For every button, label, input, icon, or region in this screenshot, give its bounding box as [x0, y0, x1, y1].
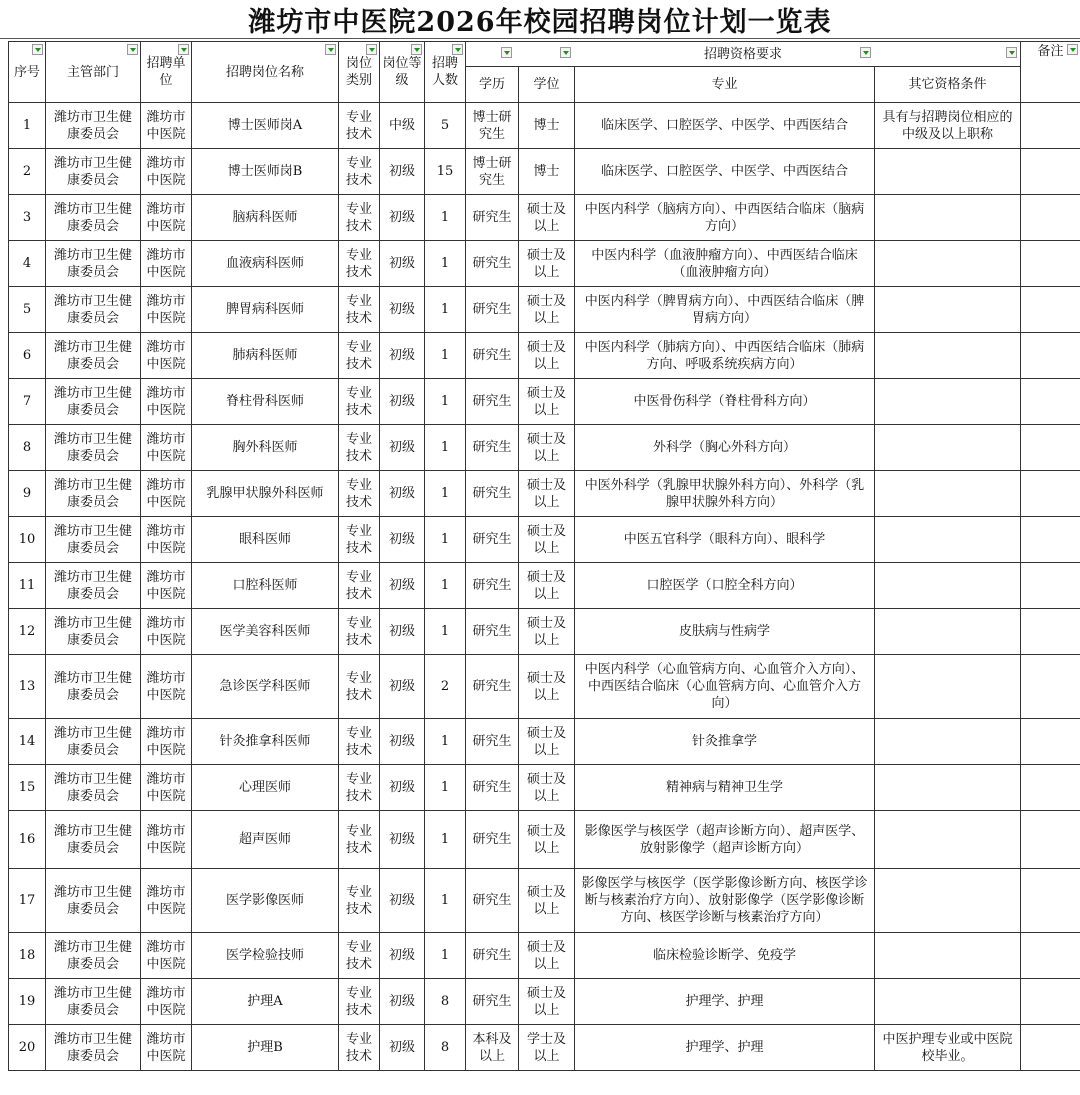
cell-unit: 潍坊市中医院: [141, 379, 192, 425]
cell-education: 研究生: [466, 979, 519, 1025]
cell-department: 潍坊市卫生健康委员会: [46, 103, 141, 149]
cell-education: 研究生: [466, 287, 519, 333]
cell-education: 研究生: [466, 425, 519, 471]
cell-index: 14: [9, 719, 46, 765]
table-row: [9, 471, 1080, 517]
cell-count: 1: [425, 765, 466, 811]
cell-degree: 硕士及以上: [519, 933, 575, 979]
cell-remarks: [1021, 103, 1080, 149]
cell-level: 初级: [380, 869, 425, 933]
cell-unit: 潍坊市中医院: [141, 333, 192, 379]
cell-index: 7: [9, 379, 46, 425]
cell-level: 初级: [380, 811, 425, 869]
cell-department: 潍坊市卫生健康委员会: [46, 655, 141, 719]
cell-category: 专业技术: [339, 765, 380, 811]
cell-count: 15: [425, 149, 466, 195]
filter-dropdown-icon[interactable]: [366, 44, 377, 55]
table-row: [9, 149, 1080, 195]
cell-category: 专业技术: [339, 1025, 380, 1071]
cell-other: [875, 811, 1021, 869]
col-header-other: 其它资格条件: [875, 67, 1021, 103]
cell-major: 皮肤病与性病学: [575, 609, 875, 655]
recruitment-table: [8, 41, 1080, 1071]
cell-position: 急诊医学科医师: [192, 655, 339, 719]
cell-count: 5: [425, 103, 466, 149]
cell-category: 专业技术: [339, 149, 380, 195]
cell-department: 潍坊市卫生健康委员会: [46, 979, 141, 1025]
cell-other: [875, 471, 1021, 517]
cell-major: 中医内科学（血液肿瘤方向）、中西医结合临床（血液肿瘤方向）: [575, 241, 875, 287]
cell-education: 研究生: [466, 379, 519, 425]
col-header-level[interactable]: 岗位等级: [380, 42, 425, 103]
cell-index: 10: [9, 517, 46, 563]
cell-unit: 潍坊市中医院: [141, 811, 192, 869]
cell-degree: 硕士及以上: [519, 609, 575, 655]
cell-level: 初级: [380, 149, 425, 195]
cell-unit: 潍坊市中医院: [141, 287, 192, 333]
cell-education: 研究生: [466, 195, 519, 241]
cell-major: 中医内科学（脑病方向）、中西医结合临床（脑病方向）: [575, 195, 875, 241]
cell-department: 潍坊市卫生健康委员会: [46, 563, 141, 609]
col-header-education: 学历: [466, 67, 519, 103]
cell-department: 潍坊市卫生健康委员会: [46, 195, 141, 241]
cell-remarks: [1021, 563, 1080, 609]
cell-count: 1: [425, 333, 466, 379]
cell-count: 1: [425, 241, 466, 287]
col-header-count[interactable]: 招聘人数: [425, 42, 466, 103]
cell-count: 1: [425, 195, 466, 241]
cell-category: 专业技术: [339, 241, 380, 287]
cell-count: 1: [425, 933, 466, 979]
cell-degree: 硕士及以上: [519, 811, 575, 869]
cell-unit: 潍坊市中医院: [141, 1025, 192, 1071]
cell-degree: 硕士及以上: [519, 979, 575, 1025]
cell-category: 专业技术: [339, 979, 380, 1025]
cell-position: 护理A: [192, 979, 339, 1025]
cell-other: [875, 517, 1021, 563]
cell-index: 4: [9, 241, 46, 287]
filter-dropdown-icon[interactable]: [325, 44, 336, 55]
table-row: [9, 609, 1080, 655]
cell-degree: 硕士及以上: [519, 379, 575, 425]
cell-degree: 硕士及以上: [519, 471, 575, 517]
cell-education: 研究生: [466, 563, 519, 609]
cell-major: 中医五官科学（眼科方向）、眼科学: [575, 517, 875, 563]
cell-unit: 潍坊市中医院: [141, 425, 192, 471]
cell-position: 心理医师: [192, 765, 339, 811]
cell-other: [875, 719, 1021, 765]
cell-unit: 潍坊市中医院: [141, 979, 192, 1025]
cell-remarks: [1021, 933, 1080, 979]
cell-major: 针灸推拿学: [575, 719, 875, 765]
cell-department: 潍坊市卫生健康委员会: [46, 287, 141, 333]
col-header-position[interactable]: 招聘岗位名称: [192, 42, 339, 103]
cell-unit: 潍坊市中医院: [141, 609, 192, 655]
cell-level: 初级: [380, 379, 425, 425]
cell-unit: 潍坊市中医院: [141, 149, 192, 195]
cell-unit: 潍坊市中医院: [141, 471, 192, 517]
cell-remarks: [1021, 379, 1080, 425]
cell-level: 初级: [380, 517, 425, 563]
table-row: [9, 195, 1080, 241]
cell-position: 护理B: [192, 1025, 339, 1071]
cell-other: [875, 563, 1021, 609]
cell-category: 专业技术: [339, 933, 380, 979]
cell-index: 12: [9, 609, 46, 655]
cell-department: 潍坊市卫生健康委员会: [46, 811, 141, 869]
cell-education: 研究生: [466, 471, 519, 517]
cell-index: 19: [9, 979, 46, 1025]
cell-major: 临床检验诊断学、免疫学: [575, 933, 875, 979]
cell-index: 2: [9, 149, 46, 195]
cell-education: 研究生: [466, 609, 519, 655]
cell-remarks: [1021, 287, 1080, 333]
cell-category: 专业技术: [339, 517, 380, 563]
col-header-category[interactable]: 岗位类别: [339, 42, 380, 103]
cell-education: 研究生: [466, 719, 519, 765]
cell-degree: 硕士及以上: [519, 563, 575, 609]
filter-dropdown-icon[interactable]: [178, 44, 189, 55]
cell-department: 潍坊市卫生健康委员会: [46, 149, 141, 195]
cell-remarks: [1021, 979, 1080, 1025]
cell-index: 15: [9, 765, 46, 811]
table-row: [9, 563, 1080, 609]
cell-department: 潍坊市卫生健康委员会: [46, 241, 141, 287]
cell-degree: 硕士及以上: [519, 333, 575, 379]
cell-unit: 潍坊市中医院: [141, 869, 192, 933]
cell-position: 博士医师岗B: [192, 149, 339, 195]
table-row: [9, 719, 1080, 765]
cell-count: 1: [425, 471, 466, 517]
table-body: [9, 103, 1080, 1071]
cell-major: 中医骨伤科学（脊柱骨科方向）: [575, 379, 875, 425]
cell-level: 初级: [380, 933, 425, 979]
cell-department: 潍坊市卫生健康委员会: [46, 933, 141, 979]
cell-level: 中级: [380, 103, 425, 149]
cell-count: 8: [425, 979, 466, 1025]
cell-education: 博士研究生: [466, 149, 519, 195]
cell-index: 6: [9, 333, 46, 379]
title-bar: [0, 0, 1080, 39]
cell-remarks: [1021, 517, 1080, 563]
table-row: [9, 379, 1080, 425]
cell-category: 专业技术: [339, 379, 380, 425]
filter-dropdown-icon[interactable]: [452, 44, 463, 55]
cell-level: 初级: [380, 195, 425, 241]
cell-level: 初级: [380, 609, 425, 655]
cell-education: 研究生: [466, 811, 519, 869]
cell-remarks: [1021, 655, 1080, 719]
cell-other: [875, 765, 1021, 811]
filter-dropdown-icon[interactable]: [1006, 47, 1017, 58]
cell-index: 13: [9, 655, 46, 719]
cell-major: 临床医学、口腔医学、中医学、中西医结合: [575, 103, 875, 149]
cell-level: 初级: [380, 471, 425, 517]
cell-education: 研究生: [466, 765, 519, 811]
cell-department: 潍坊市卫生健康委员会: [46, 719, 141, 765]
cell-unit: 潍坊市中医院: [141, 933, 192, 979]
col-header-remarks[interactable]: 备注: [1021, 42, 1080, 103]
cell-position: 医学检验技师: [192, 933, 339, 979]
cell-department: 潍坊市卫生健康委员会: [46, 1025, 141, 1071]
cell-major: 精神病与精神卫生学: [575, 765, 875, 811]
cell-degree: 硕士及以上: [519, 765, 575, 811]
cell-category: 专业技术: [339, 287, 380, 333]
cell-department: 潍坊市卫生健康委员会: [46, 471, 141, 517]
cell-position: 医学美容科医师: [192, 609, 339, 655]
cell-position: 脊柱骨科医师: [192, 379, 339, 425]
cell-index: 1: [9, 103, 46, 149]
cell-level: 初级: [380, 765, 425, 811]
cell-unit: 潍坊市中医院: [141, 241, 192, 287]
cell-department: 潍坊市卫生健康委员会: [46, 379, 141, 425]
cell-degree: 博士: [519, 103, 575, 149]
cell-education: 研究生: [466, 241, 519, 287]
cell-position: 医学影像医师: [192, 869, 339, 933]
cell-category: 专业技术: [339, 195, 380, 241]
cell-category: 专业技术: [339, 869, 380, 933]
cell-remarks: [1021, 811, 1080, 869]
cell-position: 乳腺甲状腺外科医师: [192, 471, 339, 517]
cell-department: 潍坊市卫生健康委员会: [46, 869, 141, 933]
cell-education: 本科及以上: [466, 1025, 519, 1071]
cell-other: [875, 425, 1021, 471]
cell-department: 潍坊市卫生健康委员会: [46, 517, 141, 563]
cell-remarks: [1021, 609, 1080, 655]
cell-degree: 硕士及以上: [519, 719, 575, 765]
cell-major: 护理学、护理: [575, 1025, 875, 1071]
cell-count: 1: [425, 379, 466, 425]
cell-degree: 硕士及以上: [519, 517, 575, 563]
cell-remarks: [1021, 765, 1080, 811]
cell-major: 中医内科学（肺病方向）、中西医结合临床（肺病方向、呼吸系统疾病方向）: [575, 333, 875, 379]
table-row: [9, 869, 1080, 933]
cell-other: [875, 149, 1021, 195]
cell-category: 专业技术: [339, 719, 380, 765]
cell-remarks: [1021, 149, 1080, 195]
cell-count: 1: [425, 869, 466, 933]
filter-dropdown-icon[interactable]: [127, 44, 138, 55]
cell-degree: 学士及以上: [519, 1025, 575, 1071]
cell-other: [875, 241, 1021, 287]
table-row: [9, 811, 1080, 869]
cell-index: 17: [9, 869, 46, 933]
table-row: [9, 287, 1080, 333]
cell-level: 初级: [380, 655, 425, 719]
table-row: [9, 979, 1080, 1025]
cell-category: 专业技术: [339, 425, 380, 471]
cell-education: 研究生: [466, 933, 519, 979]
cell-category: 专业技术: [339, 103, 380, 149]
cell-other: 中医护理专业或中医院校毕业。: [875, 1025, 1021, 1071]
cell-index: 8: [9, 425, 46, 471]
cell-position: 眼科医师: [192, 517, 339, 563]
cell-remarks: [1021, 425, 1080, 471]
table-row: [9, 103, 1080, 149]
cell-other: [875, 195, 1021, 241]
filter-dropdown-icon[interactable]: [501, 47, 512, 58]
cell-education: 研究生: [466, 869, 519, 933]
filter-dropdown-icon[interactable]: [411, 44, 422, 55]
cell-level: 初级: [380, 1025, 425, 1071]
cell-position: 脾胃病科医师: [192, 287, 339, 333]
cell-count: 1: [425, 719, 466, 765]
cell-index: 3: [9, 195, 46, 241]
cell-index: 9: [9, 471, 46, 517]
cell-degree: 博士: [519, 149, 575, 195]
cell-department: 潍坊市卫生健康委员会: [46, 609, 141, 655]
cell-department: 潍坊市卫生健康委员会: [46, 765, 141, 811]
cell-other: [875, 287, 1021, 333]
filter-dropdown-icon[interactable]: [560, 47, 571, 58]
cell-unit: 潍坊市中医院: [141, 195, 192, 241]
cell-level: 初级: [380, 287, 425, 333]
col-header-unit[interactable]: 招聘单位: [141, 42, 192, 103]
cell-index: 5: [9, 287, 46, 333]
cell-remarks: [1021, 1025, 1080, 1071]
table-row: [9, 425, 1080, 471]
table-row: [9, 765, 1080, 811]
cell-education: 研究生: [466, 655, 519, 719]
cell-index: 18: [9, 933, 46, 979]
cell-level: 初级: [380, 979, 425, 1025]
cell-position: 口腔科医师: [192, 563, 339, 609]
cell-remarks: [1021, 869, 1080, 933]
cell-category: 专业技术: [339, 655, 380, 719]
cell-remarks: [1021, 241, 1080, 287]
cell-other: 具有与招聘岗位相应的中级及以上职称: [875, 103, 1021, 149]
cell-other: [875, 869, 1021, 933]
cell-index: 11: [9, 563, 46, 609]
cell-count: 1: [425, 425, 466, 471]
cell-degree: 硕士及以上: [519, 287, 575, 333]
col-header-major: 专业: [575, 67, 875, 103]
cell-major: 中医外科学（乳腺甲状腺外科方向）、外科学（乳腺甲状腺外科方向）: [575, 471, 875, 517]
cell-other: [875, 609, 1021, 655]
table-row: [9, 517, 1080, 563]
table-row: [9, 655, 1080, 719]
cell-degree: 硕士及以上: [519, 241, 575, 287]
cell-position: 针灸推拿科医师: [192, 719, 339, 765]
cell-other: [875, 933, 1021, 979]
cell-major: 临床医学、口腔医学、中医学、中西医结合: [575, 149, 875, 195]
cell-unit: 潍坊市中医院: [141, 765, 192, 811]
cell-major: 护理学、护理: [575, 979, 875, 1025]
cell-position: 博士医师岗A: [192, 103, 339, 149]
col-header-qualifications[interactable]: 招聘资格要求: [466, 42, 1021, 67]
cell-department: 潍坊市卫生健康委员会: [46, 425, 141, 471]
cell-degree: 硕士及以上: [519, 655, 575, 719]
cell-major: 影像医学与核医学（超声诊断方向）、超声医学、放射影像学（超声诊断方向）: [575, 811, 875, 869]
table-row: [9, 241, 1080, 287]
cell-remarks: [1021, 195, 1080, 241]
cell-level: 初级: [380, 563, 425, 609]
cell-category: 专业技术: [339, 333, 380, 379]
cell-major: 外科学（胸心外科方向）: [575, 425, 875, 471]
cell-count: 1: [425, 517, 466, 563]
cell-count: 1: [425, 563, 466, 609]
cell-unit: 潍坊市中医院: [141, 103, 192, 149]
cell-level: 初级: [380, 719, 425, 765]
cell-category: 专业技术: [339, 811, 380, 869]
filter-dropdown-icon[interactable]: [860, 47, 871, 58]
cell-count: 1: [425, 287, 466, 333]
cell-level: 初级: [380, 425, 425, 471]
cell-unit: 潍坊市中医院: [141, 719, 192, 765]
cell-remarks: [1021, 719, 1080, 765]
cell-count: 2: [425, 655, 466, 719]
cell-degree: 硕士及以上: [519, 425, 575, 471]
cell-other: [875, 979, 1021, 1025]
cell-education: 研究生: [466, 517, 519, 563]
cell-category: 专业技术: [339, 563, 380, 609]
cell-unit: 潍坊市中医院: [141, 517, 192, 563]
cell-major: 影像医学与核医学（医学影像诊断方向、核医学诊断与核素治疗方向）、放射影像学（医学影像诊断方向、核医学诊断与核素治疗方向）: [575, 869, 875, 933]
table-row: [9, 1025, 1080, 1071]
col-header-department[interactable]: 主管部门: [46, 42, 141, 103]
cell-position: 脑病科医师: [192, 195, 339, 241]
cell-category: 专业技术: [339, 609, 380, 655]
cell-major: 口腔医学（口腔全科方向）: [575, 563, 875, 609]
cell-index: 16: [9, 811, 46, 869]
cell-major: 中医内科学（心血管病方向、心血管介入方向）、中西医结合临床（心血管病方向、心血管介入方向）: [575, 655, 875, 719]
cell-unit: 潍坊市中医院: [141, 655, 192, 719]
cell-degree: 硕士及以上: [519, 195, 575, 241]
cell-degree: 硕士及以上: [519, 869, 575, 933]
cell-department: 潍坊市卫生健康委员会: [46, 333, 141, 379]
cell-position: 胸外科医师: [192, 425, 339, 471]
cell-other: [875, 333, 1021, 379]
cell-level: 初级: [380, 333, 425, 379]
cell-major: 中医内科学（脾胃病方向）、中西医结合临床（脾胃病方向）: [575, 287, 875, 333]
cell-index: 20: [9, 1025, 46, 1071]
cell-remarks: [1021, 333, 1080, 379]
table-row: [9, 933, 1080, 979]
cell-count: 1: [425, 811, 466, 869]
page-title: 潍坊市中医院2026年校园招聘岗位计划一览表: [248, 6, 832, 38]
col-header-index[interactable]: 序号: [9, 42, 46, 103]
cell-education: 博士研究生: [466, 103, 519, 149]
cell-count: 1: [425, 609, 466, 655]
cell-level: 初级: [380, 241, 425, 287]
cell-position: 血液病科医师: [192, 241, 339, 287]
col-header-degree: 学位: [519, 67, 575, 103]
table-row: [9, 333, 1080, 379]
cell-category: 专业技术: [339, 471, 380, 517]
cell-position: 超声医师: [192, 811, 339, 869]
cell-count: 8: [425, 1025, 466, 1071]
cell-other: [875, 379, 1021, 425]
filter-dropdown-icon[interactable]: [32, 44, 43, 55]
cell-other: [875, 655, 1021, 719]
cell-position: 肺病科医师: [192, 333, 339, 379]
cell-unit: 潍坊市中医院: [141, 563, 192, 609]
cell-education: 研究生: [466, 333, 519, 379]
cell-remarks: [1021, 471, 1080, 517]
filter-dropdown-icon[interactable]: [1067, 44, 1078, 55]
